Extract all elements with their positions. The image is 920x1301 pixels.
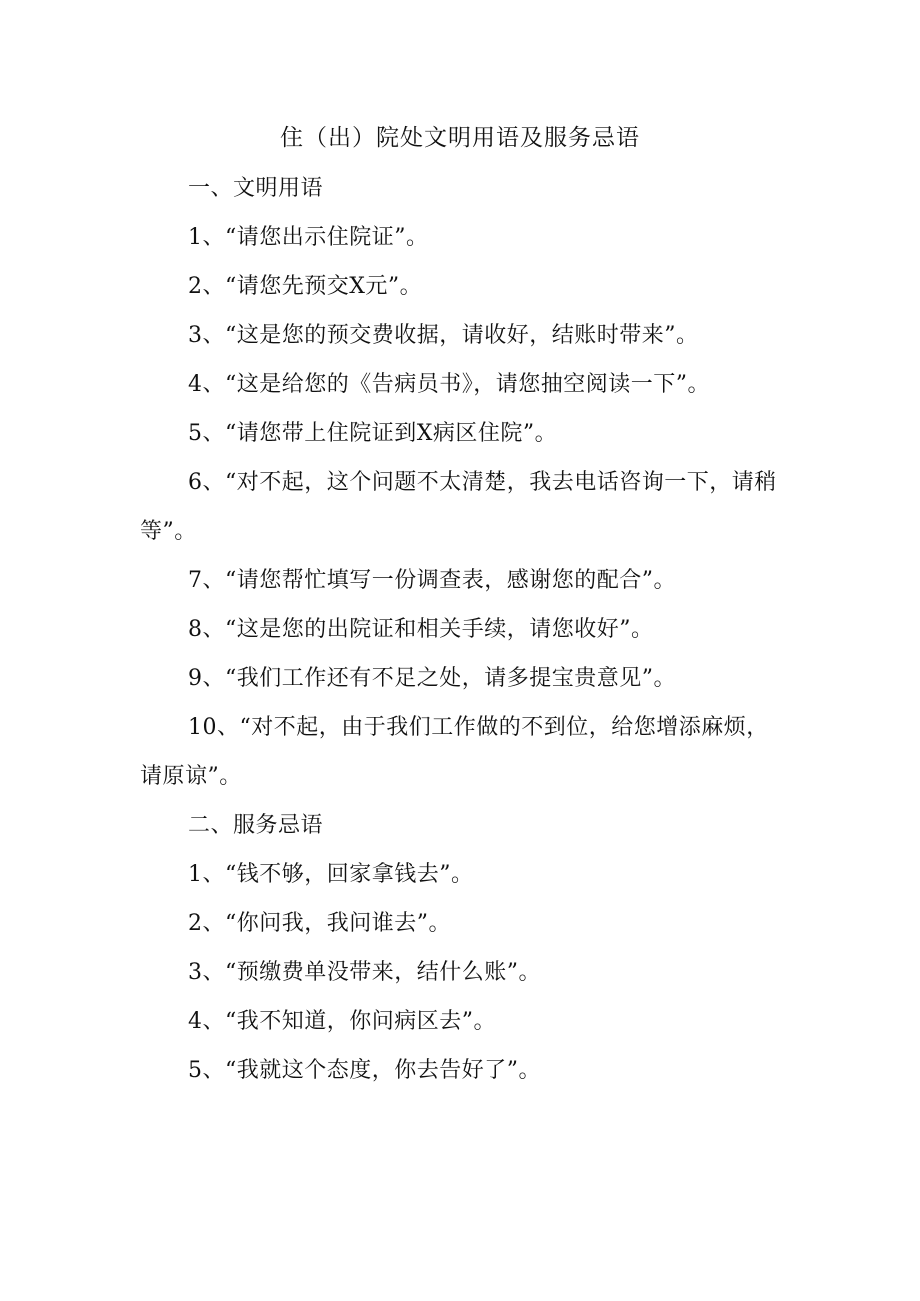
section-heading-taboo: 二、服务忌语 <box>188 813 324 838</box>
civil-item-1: 1、“请您出示住院证”。 <box>188 225 429 250</box>
civil-item-8: 8、“这是您的出院证和相关手续，请您收好”。 <box>188 617 654 642</box>
taboo-item-1: 1、“钱不够，回家拿钱去”。 <box>188 862 474 887</box>
section-heading-civil: 一、文明用语 <box>188 176 324 201</box>
civil-item-7: 7、“请您帮忙填写一份调查表，感谢您的配合”。 <box>188 568 676 593</box>
document-body <box>140 164 780 1095</box>
document-title: 住（出）院处文明用语及服务忌语 <box>280 125 640 151</box>
taboo-item-3: 3、“预缴费单没带来，结什么账”。 <box>188 960 541 985</box>
civil-item-4: 4、“这是给您的《告病员书》，请您抽空阅读一下”。 <box>188 372 710 397</box>
taboo-item-2: 2、“你问我，我问谁去”。 <box>188 911 451 936</box>
civil-item-3: 3、“这是您的预交费收据，请收好，结账时带来”。 <box>188 323 699 348</box>
civil-item-6: 6、“对不起，这个问题不太清楚，我去电话咨询一下，请稍等”。 <box>140 470 777 544</box>
civil-item-2: 2、“请您先预交X元”。 <box>188 274 423 299</box>
civil-item-5: 5、“请您带上住院证到X病区住院”。 <box>188 421 558 446</box>
taboo-item-5: 5、“我就这个态度，你去告好了”。 <box>188 1058 541 1083</box>
civil-item-10: 10、“对不起，由于我们工作做的不到位，给您增添麻烦，请原谅”。 <box>140 715 769 789</box>
civil-item-9: 9、“我们工作还有不足之处，请多提宝贵意见”。 <box>188 666 676 691</box>
taboo-item-4: 4、“我不知道，你问病区去”。 <box>188 1009 496 1034</box>
